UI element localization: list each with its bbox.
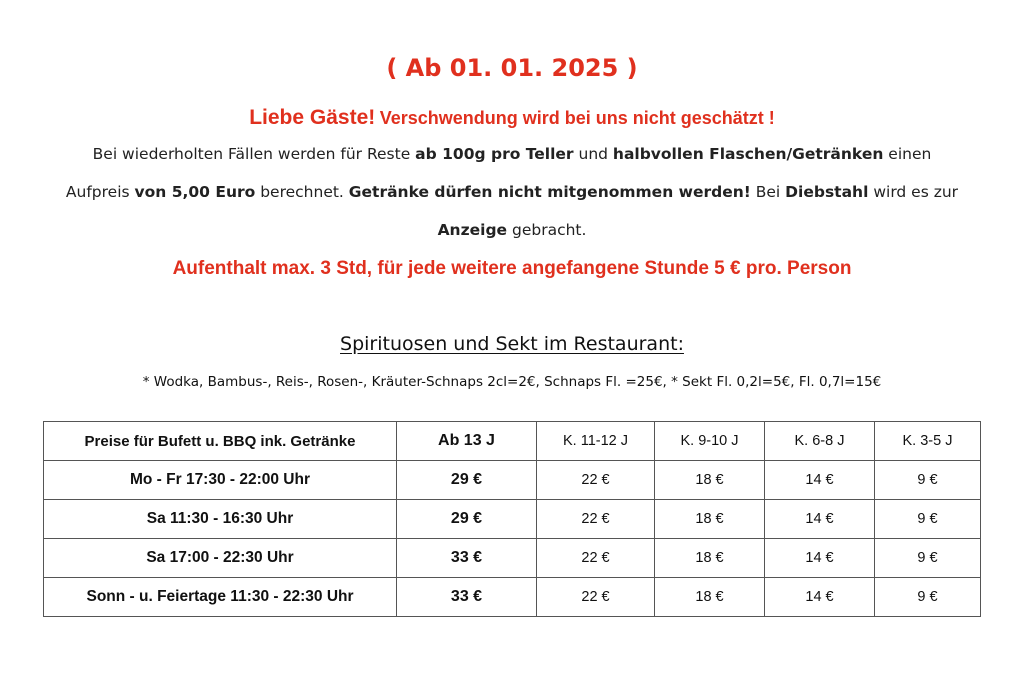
- notice-text: und: [573, 145, 613, 163]
- table-cell: 33 €: [397, 578, 537, 617]
- table-cell: Sa 17:00 - 22:30 Uhr: [44, 539, 397, 578]
- table-cell: 22 €: [537, 461, 655, 500]
- table-cell: 18 €: [655, 500, 765, 539]
- stay-rule: Aufenthalt max. 3 Std, für jede weitere angefangene Stunde 5 € pro. Person: [172, 258, 852, 279]
- table-row: [44, 461, 981, 500]
- notice-bold: ab 100g pro Teller: [415, 145, 574, 163]
- table-cell: 18 €: [655, 539, 765, 578]
- greeting-line: [0, 106, 1024, 130]
- notice-bold: Getränke dürfen nicht mitgenommen werden!: [348, 183, 751, 201]
- table-cell: Mo - Fr 17:30 - 22:00 Uhr: [44, 461, 397, 500]
- table-cell: 14 €: [765, 461, 875, 500]
- table-cell: 29 €: [397, 500, 537, 539]
- greeting-message: Verschwendung wird bei uns nicht geschätzt !: [379, 108, 775, 128]
- greeting-title: Liebe Gäste!: [249, 106, 376, 129]
- table-cell: Sa 11:30 - 16:30 Uhr: [44, 500, 397, 539]
- table-header-cell: K. 9-10 J: [655, 422, 765, 461]
- notice-bold: Diebstahl: [785, 183, 869, 201]
- notice-text: gebracht.: [507, 221, 587, 239]
- table-cell: 9 €: [875, 500, 981, 539]
- notice-text: Aufpreis: [65, 183, 135, 201]
- table-header-cell: Preise für Bufett u. BBQ ink. Getränke: [44, 422, 397, 461]
- table-cell: 22 €: [537, 500, 655, 539]
- table-cell: 33 €: [397, 539, 537, 578]
- effective-date: ( Ab 01. 01. 2025 ): [386, 54, 638, 82]
- table-cell: Sonn - u. Feiertage 11:30 - 22:30 Uhr: [44, 578, 397, 617]
- table-row: [44, 578, 981, 617]
- table-cell: 14 €: [765, 500, 875, 539]
- table-header-cell: K. 11-12 J: [537, 422, 655, 461]
- notice-line-2: [0, 183, 1024, 201]
- table-cell: 22 €: [537, 539, 655, 578]
- table-cell: 22 €: [537, 578, 655, 617]
- table-cell: 14 €: [765, 578, 875, 617]
- notice-bold: halbvollen Flaschen/Getränken: [612, 145, 884, 163]
- notice-line-1: [0, 145, 1024, 163]
- table-cell: 9 €: [875, 578, 981, 617]
- table-cell: 29 €: [397, 461, 537, 500]
- notice-line-3: [0, 221, 1024, 239]
- table-cell: 18 €: [655, 461, 765, 500]
- notice-text: wird es zur: [868, 183, 959, 201]
- notice-text: Bei wiederholten Fällen werden für Reste: [92, 145, 416, 163]
- table-row: [44, 500, 981, 539]
- spirits-heading: [0, 333, 1024, 355]
- price-table: [43, 421, 981, 617]
- table-header-cell: K. 6-8 J: [765, 422, 875, 461]
- table-header-row: [44, 422, 981, 461]
- notice-text: berechnet.: [255, 183, 349, 201]
- notice-bold: Anzeige: [437, 221, 508, 239]
- table-cell: 9 €: [875, 461, 981, 500]
- notice-text: einen: [883, 145, 932, 163]
- spirits-prices: * Wodka, Bambus-, Reis-, Rosen-, Kräuter-Schnaps 2cl=2€, Schnaps Fl. =25€, * Sekt Fl. 0,2l=5€, Fl. 0,7l=15€: [142, 374, 882, 390]
- spirits-heading-text: Spirituosen und Sekt im Restaurant:: [340, 333, 684, 355]
- table-cell: 9 €: [875, 539, 981, 578]
- table-header-cell: Ab 13 J: [397, 422, 537, 461]
- notice-bold: von 5,00 Euro: [134, 183, 256, 201]
- table-row: [44, 539, 981, 578]
- table-cell: 14 €: [765, 539, 875, 578]
- table-cell: 18 €: [655, 578, 765, 617]
- notice-text: Bei: [750, 183, 786, 201]
- table-header-cell: K. 3-5 J: [875, 422, 981, 461]
